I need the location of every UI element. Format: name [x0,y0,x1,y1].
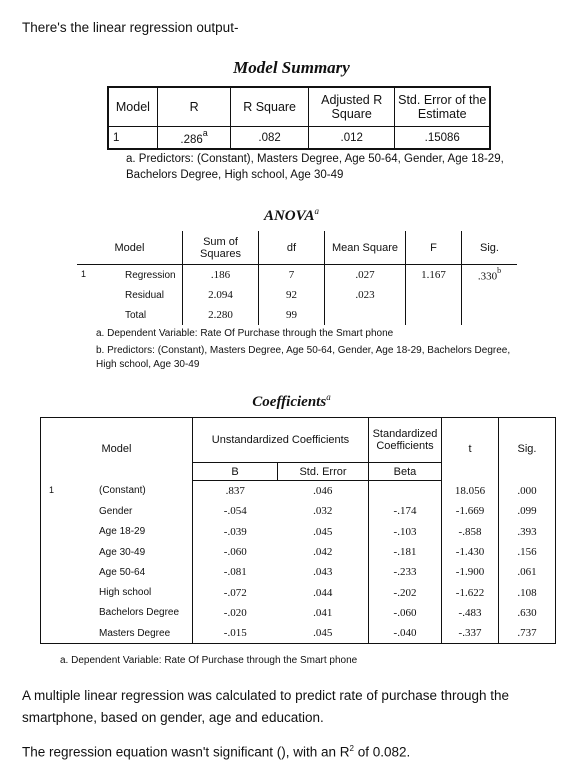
paragraph-1: A multiple linear regression was calculated to predict rate of purchase through the smartphone, based on gender, age and education. [22,688,510,725]
coef-cell: -.858 [442,522,499,542]
coef-cell: -.181 [369,542,442,562]
coef-cell: .630 [499,603,556,623]
coef-cell: -.060 [369,603,442,623]
coef-cell: -.337 [442,623,499,644]
anova-col-ms: Mean Square [325,231,406,265]
anova-cell: .330$^b$ [462,265,518,286]
anova-col-f: F [406,231,462,265]
coef-cell: .156 [499,542,556,562]
anova-model-number: 1 [81,269,87,279]
coef-row-label: Age 30-49 [99,546,146,558]
table-row [41,481,556,502]
anova-col-model: Model [77,231,183,265]
coef-col-sig: Sig. [499,418,556,481]
anova-row-label: Regression [125,269,176,281]
coef-row-label: Age 18-29 [99,526,146,538]
coef-cell: -.174 [369,501,442,521]
model-summary-note: a. Predictors: (Constant), Masters Degree, Age 50-64, Gender, Age 18-29, Bachelors Degree, High school, Age 30-49 [126,153,504,181]
intro-text: There's the linear regression output- [22,20,239,35]
cell-std-error: .15086 [395,127,490,150]
coef-cell: -1.430 [442,542,499,562]
table-row [41,542,556,562]
col-r-square: R Square [231,87,309,127]
coef-cell: .099 [499,501,556,521]
paragraph-2: The regression equation wasn't significant (), with an $R^2$ of 0.082. [22,744,411,760]
coef-cell: -.020 [193,603,278,623]
col-std-error: Std. Error of the Estimate [395,87,490,127]
coef-cell: -.233 [369,562,442,582]
anova-cell: .023 [325,285,406,305]
col-r: R [157,87,230,127]
anova-note-b: b. Predictors: (Constant), Masters Degree, Age 50-64, Gender, Age 18-29, Bachelors Degree, High school, Age 30-49 [96,345,511,370]
anova-cell [406,305,462,325]
coef-cell: -.483 [442,603,499,623]
anova-cell: 7 [259,265,325,286]
coef-col-t: t [442,418,499,481]
coef-cell: -.015 [193,623,278,644]
coef-col-b: B [193,463,278,481]
anova-cell: .186 [183,265,259,286]
anova-cell: .027 [325,265,406,286]
anova-table [77,231,517,325]
table-row [41,522,556,542]
table-row [41,603,556,623]
table-row [41,501,556,521]
coef-cell: .837 [193,481,278,502]
coef-row-label: Masters Degree [89,623,193,644]
coef-cell: -.072 [193,582,278,602]
coef-cell: .032 [313,505,333,518]
coef-cell: -.103 [369,522,442,542]
anova-cell [462,305,518,325]
coef-col-beta: Beta [369,463,442,481]
coefficients-table [40,417,556,644]
col-adj-r-square: Adjusted R Square [308,87,395,127]
anova-caption: ANOVA$^a$ [263,206,320,224]
anova-cell: 2.280 [183,305,259,325]
col-model: Model [108,87,157,127]
model-summary-caption: Model Summary [233,58,350,77]
anova-col-ss: Sum of Squares [183,231,259,265]
model-summary-table [107,86,491,150]
coef-cell: .046 [313,485,333,498]
coef-row-label: High school [99,587,152,599]
coef-cell: .042 [313,546,333,559]
coefficients-note: a. Dependent Variable: Rate Of Purchase through the Smart phone [60,655,358,666]
anova-cell: 99 [259,305,325,325]
anova-cell: 1.167 [406,265,462,286]
anova-cell [325,305,406,325]
anova-cell: 92 [259,285,325,305]
coef-cell: .045 [278,623,369,644]
cell-adj-r-square: .012 [308,127,395,150]
cell-r-square: .082 [231,127,309,150]
anova-row-label: Residual [125,289,164,301]
coef-cell: -.054 [193,501,278,521]
coef-cell: -1.900 [442,562,499,582]
anova-cell: 2.094 [183,285,259,305]
coef-col-std-error: Std. Error [278,463,369,481]
table-row [41,623,556,644]
coef-col-unstd: Unstandardized Coefficients [193,418,369,463]
coef-cell: .044 [313,586,333,599]
coef-cell: .045 [313,525,333,538]
coef-cell: -.039 [193,522,278,542]
cell-model: 1 [108,127,157,150]
coef-cell: -.060 [193,542,278,562]
anova-cell [406,285,462,305]
coef-cell: .041 [313,606,333,619]
coef-cell: .737 [499,623,556,644]
coef-cell: -1.622 [442,582,499,602]
table-row [41,562,556,582]
coef-cell: -.081 [193,562,278,582]
coef-row-label: Gender [99,505,133,517]
coef-row-label: (Constant) [99,485,146,497]
coef-cell: .000 [499,481,556,502]
anova-col-df: df [259,231,325,265]
coef-cell: 18.056 [442,481,499,502]
coef-cell: .061 [499,562,556,582]
anova-note-a: a. Dependent Variable: Rate Of Purchase through the Smart phone [96,328,394,339]
coef-col-model: Model [41,418,193,481]
coef-model-number: 1 [41,481,90,644]
coef-cell: .108 [499,582,556,602]
coef-cell: .393 [499,522,556,542]
coef-cell: -1.669 [442,501,499,521]
cell-r: .286$^a$ [157,127,230,150]
anova-row-label: Total [125,309,147,321]
coef-row-label: Bachelors Degree [99,607,180,619]
coef-cell: .043 [313,566,333,579]
coef-cell: -.202 [369,582,442,602]
table-row [41,582,556,602]
anova-cell [462,285,518,305]
coef-cell: -.040 [369,623,442,644]
coef-row-label: Age 50-64 [99,566,146,578]
coef-cell [369,481,442,502]
coef-col-std: Standardized Coefficients [369,418,442,463]
coefficients-caption: Coefficients$^a$ [252,392,331,410]
anova-col-sig: Sig. [462,231,518,265]
